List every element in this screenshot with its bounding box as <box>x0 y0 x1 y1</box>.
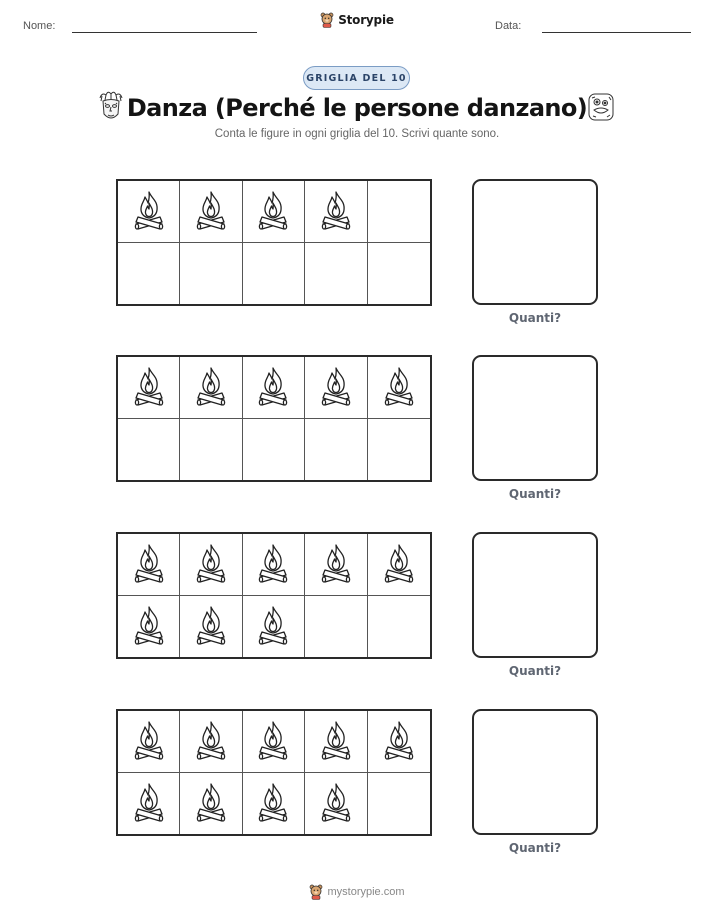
campfire-icon <box>256 719 290 763</box>
campfire-icon <box>194 781 228 825</box>
campfire-icon <box>382 719 416 763</box>
ten-frame-grid <box>116 532 432 659</box>
ten-frame-cell-filled <box>243 181 305 243</box>
bear-icon <box>320 12 334 28</box>
page-title: Danza (Perché le persone danzano) <box>126 94 588 122</box>
ten-frame-cell-empty <box>118 243 180 305</box>
ten-frame-cell-filled <box>368 711 430 773</box>
ten-frame-cell-filled <box>180 773 242 835</box>
ten-frame-cell-empty <box>305 243 367 305</box>
campfire-icon <box>319 719 353 763</box>
ten-frame-cell-filled <box>305 534 367 596</box>
answer-label: Quanti? <box>508 311 562 325</box>
answer-box[interactable] <box>472 179 598 305</box>
ten-frame-cell-empty <box>368 773 430 835</box>
ten-frame-cell-empty <box>243 419 305 481</box>
campfire-icon <box>194 542 228 586</box>
ten-frame-cell-filled <box>243 357 305 419</box>
name-label: Nome: <box>23 20 56 32</box>
ten-frame-grid <box>116 355 432 482</box>
campfire-icon <box>319 365 353 409</box>
ten-frame-cell-filled <box>243 711 305 773</box>
brand-logo <box>0 12 714 28</box>
campfire-icon <box>319 781 353 825</box>
answer-box[interactable] <box>472 355 598 481</box>
campfire-icon <box>194 189 228 233</box>
ten-frame-cell-filled <box>243 534 305 596</box>
instructions: Conta le figure in ogni griglia del 10. Scrivi quante sono. <box>214 128 500 140</box>
footer-url: mystorypie.com <box>327 886 405 898</box>
ten-frame-cell-filled <box>180 711 242 773</box>
ten-frame-cell-filled <box>305 357 367 419</box>
ten-frame-cell-filled <box>118 773 180 835</box>
campfire-icon <box>132 365 166 409</box>
campfire-icon <box>194 604 228 648</box>
campfire-icon <box>382 365 416 409</box>
ten-frame-cell-filled <box>243 773 305 835</box>
answer-box[interactable] <box>472 532 598 658</box>
campfire-icon <box>382 542 416 586</box>
ten-frame-cell-filled <box>118 357 180 419</box>
campfire-icon <box>256 189 290 233</box>
ten-frame-cell-filled <box>118 596 180 658</box>
campfire-icon <box>319 189 353 233</box>
campfire-icon <box>132 719 166 763</box>
ten-frame-cell-filled <box>368 534 430 596</box>
worksheet-type-badge: GRIGLIA DEL 10 <box>303 66 410 90</box>
brand-name: Storypie <box>338 13 394 27</box>
campfire-icon <box>256 542 290 586</box>
ten-frame-cell-empty <box>368 181 430 243</box>
ten-frame-cell-filled <box>243 596 305 658</box>
ten-frame-cell-filled <box>180 181 242 243</box>
ten-frame-cell-filled <box>118 534 180 596</box>
ten-frame-cell-empty <box>305 419 367 481</box>
ten-frame-cell-filled <box>180 596 242 658</box>
ten-frame-cell-empty <box>368 596 430 658</box>
campfire-icon <box>132 604 166 648</box>
campfire-icon <box>194 365 228 409</box>
campfire-icon <box>132 189 166 233</box>
ten-frame-cell-empty <box>368 419 430 481</box>
ten-frame-cell-empty <box>180 419 242 481</box>
ten-frame-cell-filled <box>118 711 180 773</box>
drum-pattern-icon <box>587 92 615 122</box>
date-label: Data: <box>495 20 522 32</box>
campfire-icon <box>256 604 290 648</box>
ten-frame-cell-empty <box>118 419 180 481</box>
ten-frame-cell-empty <box>180 243 242 305</box>
campfire-icon <box>132 781 166 825</box>
ten-frame-cell-filled <box>118 181 180 243</box>
answer-label: Quanti? <box>508 487 562 501</box>
answer-label: Quanti? <box>508 841 562 855</box>
campfire-icon <box>256 365 290 409</box>
ten-frame-cell-filled <box>305 181 367 243</box>
ten-frame-grid <box>116 179 432 306</box>
ten-frame-cell-filled <box>305 711 367 773</box>
ten-frame-cell-empty <box>305 596 367 658</box>
ten-frame-cell-filled <box>180 357 242 419</box>
campfire-icon <box>194 719 228 763</box>
campfire-icon <box>319 542 353 586</box>
ten-frame-grid <box>116 709 432 836</box>
ten-frame-cell-empty <box>243 243 305 305</box>
campfire-icon <box>132 542 166 586</box>
footer <box>0 884 714 900</box>
campfire-icon <box>256 781 290 825</box>
bear-icon <box>309 884 323 900</box>
ten-frame-cell-filled <box>305 773 367 835</box>
date-line[interactable] <box>542 32 691 33</box>
ten-frame-cell-filled <box>368 357 430 419</box>
answer-box[interactable] <box>472 709 598 835</box>
ten-frame-cell-filled <box>180 534 242 596</box>
name-line[interactable] <box>72 32 257 33</box>
answer-label: Quanti? <box>508 664 562 678</box>
ten-frame-cell-empty <box>368 243 430 305</box>
